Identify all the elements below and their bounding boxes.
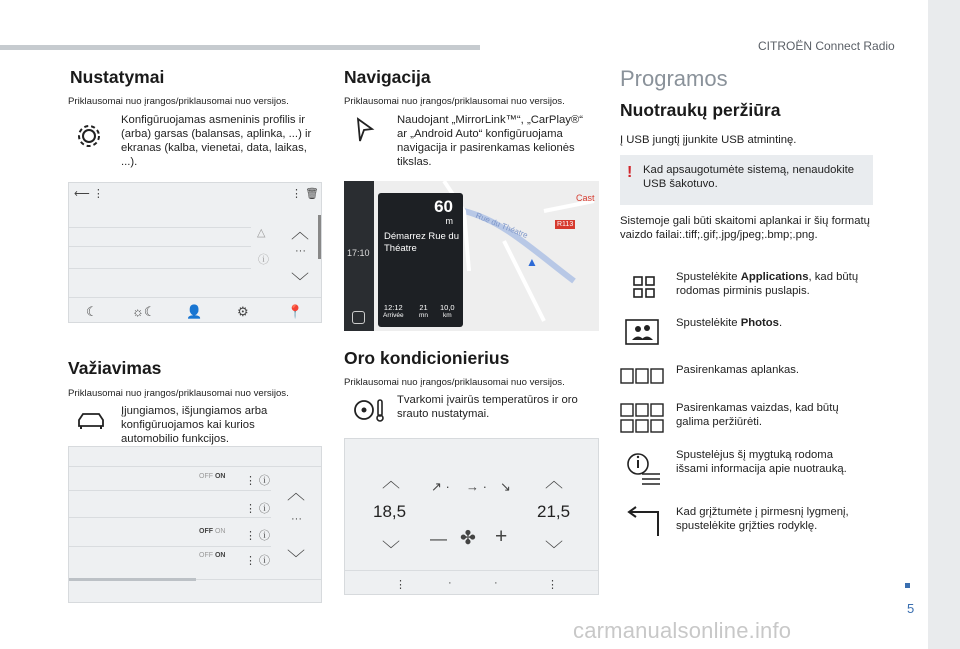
car-icon [76, 410, 106, 430]
navigation-subtitle: Priklausomai nuo įrangos/priklausomai nuo versijos. [344, 96, 565, 107]
street-name: Démarrez Rue du Théatre [384, 231, 459, 254]
exclamation-icon: ! [627, 164, 633, 181]
usb-intro: Į USB jungtį įjunkite USB atmintinę. [620, 134, 797, 146]
watermark: carmanualsonline.info [573, 618, 792, 643]
fan-thermometer-icon [352, 397, 386, 421]
climate-subtitle: Priklausomai nuo įrangos/priklausomai nuo versijos. [344, 377, 565, 388]
climate-screen [344, 438, 599, 595]
apps-item-4: Pasirenkamas vaizdas, kad būtų galima peržiūrėti. [676, 402, 839, 428]
info-small-icon: ⓘ [258, 254, 269, 266]
menu-icon[interactable]: ⋮ [291, 188, 302, 200]
side-band [928, 0, 960, 649]
dot-icon: · [448, 577, 452, 589]
profile-icon[interactable]: 👤 [186, 304, 203, 319]
page-number: 5 [907, 601, 915, 616]
toggle-1[interactable]: OFF ON [199, 473, 226, 480]
chevron-down-icon[interactable]: ﹀ [291, 272, 309, 292]
back-icon[interactable]: ⟵ ⋮ [74, 188, 104, 200]
navigation-text: Naudojant „MirrorLink™“, „CarPlay®“ ar „Android Auto“ konfigūruojama navigacija ir pasirenkamas kelionės tikslas. [397, 114, 583, 168]
photos-icon [624, 318, 660, 346]
navigation-title: Navigacija [344, 67, 431, 87]
chevron-up-icon[interactable]: ︿ [287, 483, 305, 503]
settings-screen [68, 182, 322, 323]
warning-box [620, 155, 873, 205]
menu-icon[interactable]: ⋮ [547, 579, 558, 591]
distance-unit: m [445, 216, 453, 226]
progress-track [69, 578, 196, 581]
map-side-bar [344, 181, 374, 331]
airflow-mixed-icon[interactable]: ↘ [500, 479, 511, 494]
position-arrow-icon: ▲ [526, 255, 538, 269]
night-mode-icon[interactable]: ☾ [86, 304, 98, 319]
row-menu-icon[interactable]: ⋮ ⓘ [245, 503, 271, 515]
remaining-block: 10,0 km [440, 303, 455, 319]
applications-grid-icon [632, 275, 656, 299]
nav-instruction-card [378, 193, 463, 327]
image-grid-icon [620, 402, 664, 434]
more-icon[interactable]: ··· [291, 513, 302, 525]
temp-right-down-icon[interactable]: ﹀ [545, 540, 563, 560]
apps-item-3: Pasirenkamas aplankas. [676, 364, 800, 376]
apps-title: Programos [620, 66, 728, 91]
road-badge: R113 [557, 221, 574, 228]
photos-section-title: Nuotraukų peržiūra [620, 100, 781, 120]
temp-left-down-icon[interactable]: ﹀ [382, 540, 400, 560]
folder-row-icon [620, 367, 664, 385]
fan-decrease-icon[interactable]: — [430, 529, 447, 548]
warning-text: Kad apsaugotumėte sistemą, nenaudokite USB šakotuvo. [643, 164, 855, 190]
scrollbar[interactable] [318, 215, 321, 259]
driving-subtitle: Priklausomai nuo įrangos/priklausomai nuo versijos. [68, 388, 289, 399]
more-icon[interactable]: ··· [295, 245, 306, 257]
airflow-face-icon[interactable]: ↗ · [431, 479, 450, 494]
chevron-down-icon[interactable]: ﹀ [287, 549, 305, 569]
temp-left: 18,5 [373, 502, 407, 521]
row-menu-icon[interactable]: ⋮ ⓘ [245, 555, 271, 567]
climate-text: Tvarkomi įvairūs temperatūros ir oro srauto nustatymai. [397, 394, 578, 420]
settings-text: Konfigūruojamas asmeninis profilis ir (arba) garsas (balansas, aplinka, ...) ir ekranas (kalba, vienetai, data, laikas, ...). [121, 114, 312, 168]
page-marker [905, 583, 910, 588]
temp-right: 21,5 [537, 502, 571, 521]
fan-icon: ✤ [460, 528, 476, 549]
apps-item-6: Kad grįžtumėte į pirmesnį lygmenį, spustelėkite grįžties rodyklę. [676, 506, 849, 532]
location-info-icon[interactable]: 📍 [287, 304, 304, 319]
apps-item-1: Spustelėkite Applications, kad būtų rodomas pirminis puslapis. [676, 271, 859, 297]
toggle-2[interactable]: OFF ON [199, 528, 226, 535]
fan-increase-icon[interactable]: + [495, 525, 508, 548]
airflow-feet-icon[interactable]: → · [466, 479, 487, 494]
clock: 17:10 [347, 248, 370, 258]
day-night-icon[interactable]: ☼☾ [132, 304, 156, 319]
settings-gear-icon[interactable]: ⚙ [237, 304, 249, 319]
temp-right-up-icon[interactable]: ︿ [545, 471, 563, 491]
info-list-icon [626, 450, 662, 488]
driving-screen [68, 446, 322, 603]
settings-subtitle: Priklausomai nuo įrangos/priklausomai nuo versijos. [68, 96, 289, 107]
toggle-3[interactable]: OFF ON [199, 552, 226, 559]
duration-block: 21 mn [419, 303, 429, 319]
distance-value: 60 [434, 197, 453, 216]
back-arrow-icon [624, 506, 662, 540]
gear-icon [76, 123, 102, 149]
apps-item-2: Spustelėkite Photos. [676, 317, 783, 329]
dot-icon: · [494, 577, 498, 589]
street-label: Rue du Théatre [474, 210, 530, 241]
navigation-arrow-icon [354, 115, 378, 145]
eta-block: 12:12 Arrivée [383, 303, 404, 319]
warning-small-icon: △ [257, 227, 266, 239]
formats-text: Sistemoje gali būti skaitomi aplankai ir šių formatų vaizdo failai:.tiff;.gif;.jpg/jpeg;.bmp;.png. [620, 215, 870, 241]
settings-title: Nustatymai [70, 67, 165, 87]
home-button[interactable] [352, 311, 365, 324]
trash-icon[interactable]: 🗑 [305, 188, 319, 200]
climate-title: Oro kondicionierius [344, 348, 510, 368]
menu-icon[interactable]: ⋮ [395, 579, 406, 591]
driving-title: Važiavimas [68, 358, 162, 378]
row-menu-icon[interactable]: ⋮ ⓘ [245, 530, 271, 542]
header-title: CITROËN Connect Radio [758, 39, 895, 53]
top-rule [0, 45, 480, 50]
temp-left-up-icon[interactable]: ︿ [382, 471, 400, 491]
row-menu-icon[interactable]: ⋮ ⓘ [245, 475, 271, 487]
place-label: Cast [576, 193, 595, 203]
chevron-up-icon[interactable]: ︿ [291, 222, 309, 242]
apps-item-5: Spustelėjus šį mygtuką rodoma išsami informacija apie nuotrauką. [676, 449, 847, 475]
driving-text: Įjungiamos, išjungiamos arba konfigūruojamos kai kurios automobilio funkcijos. [121, 405, 268, 445]
